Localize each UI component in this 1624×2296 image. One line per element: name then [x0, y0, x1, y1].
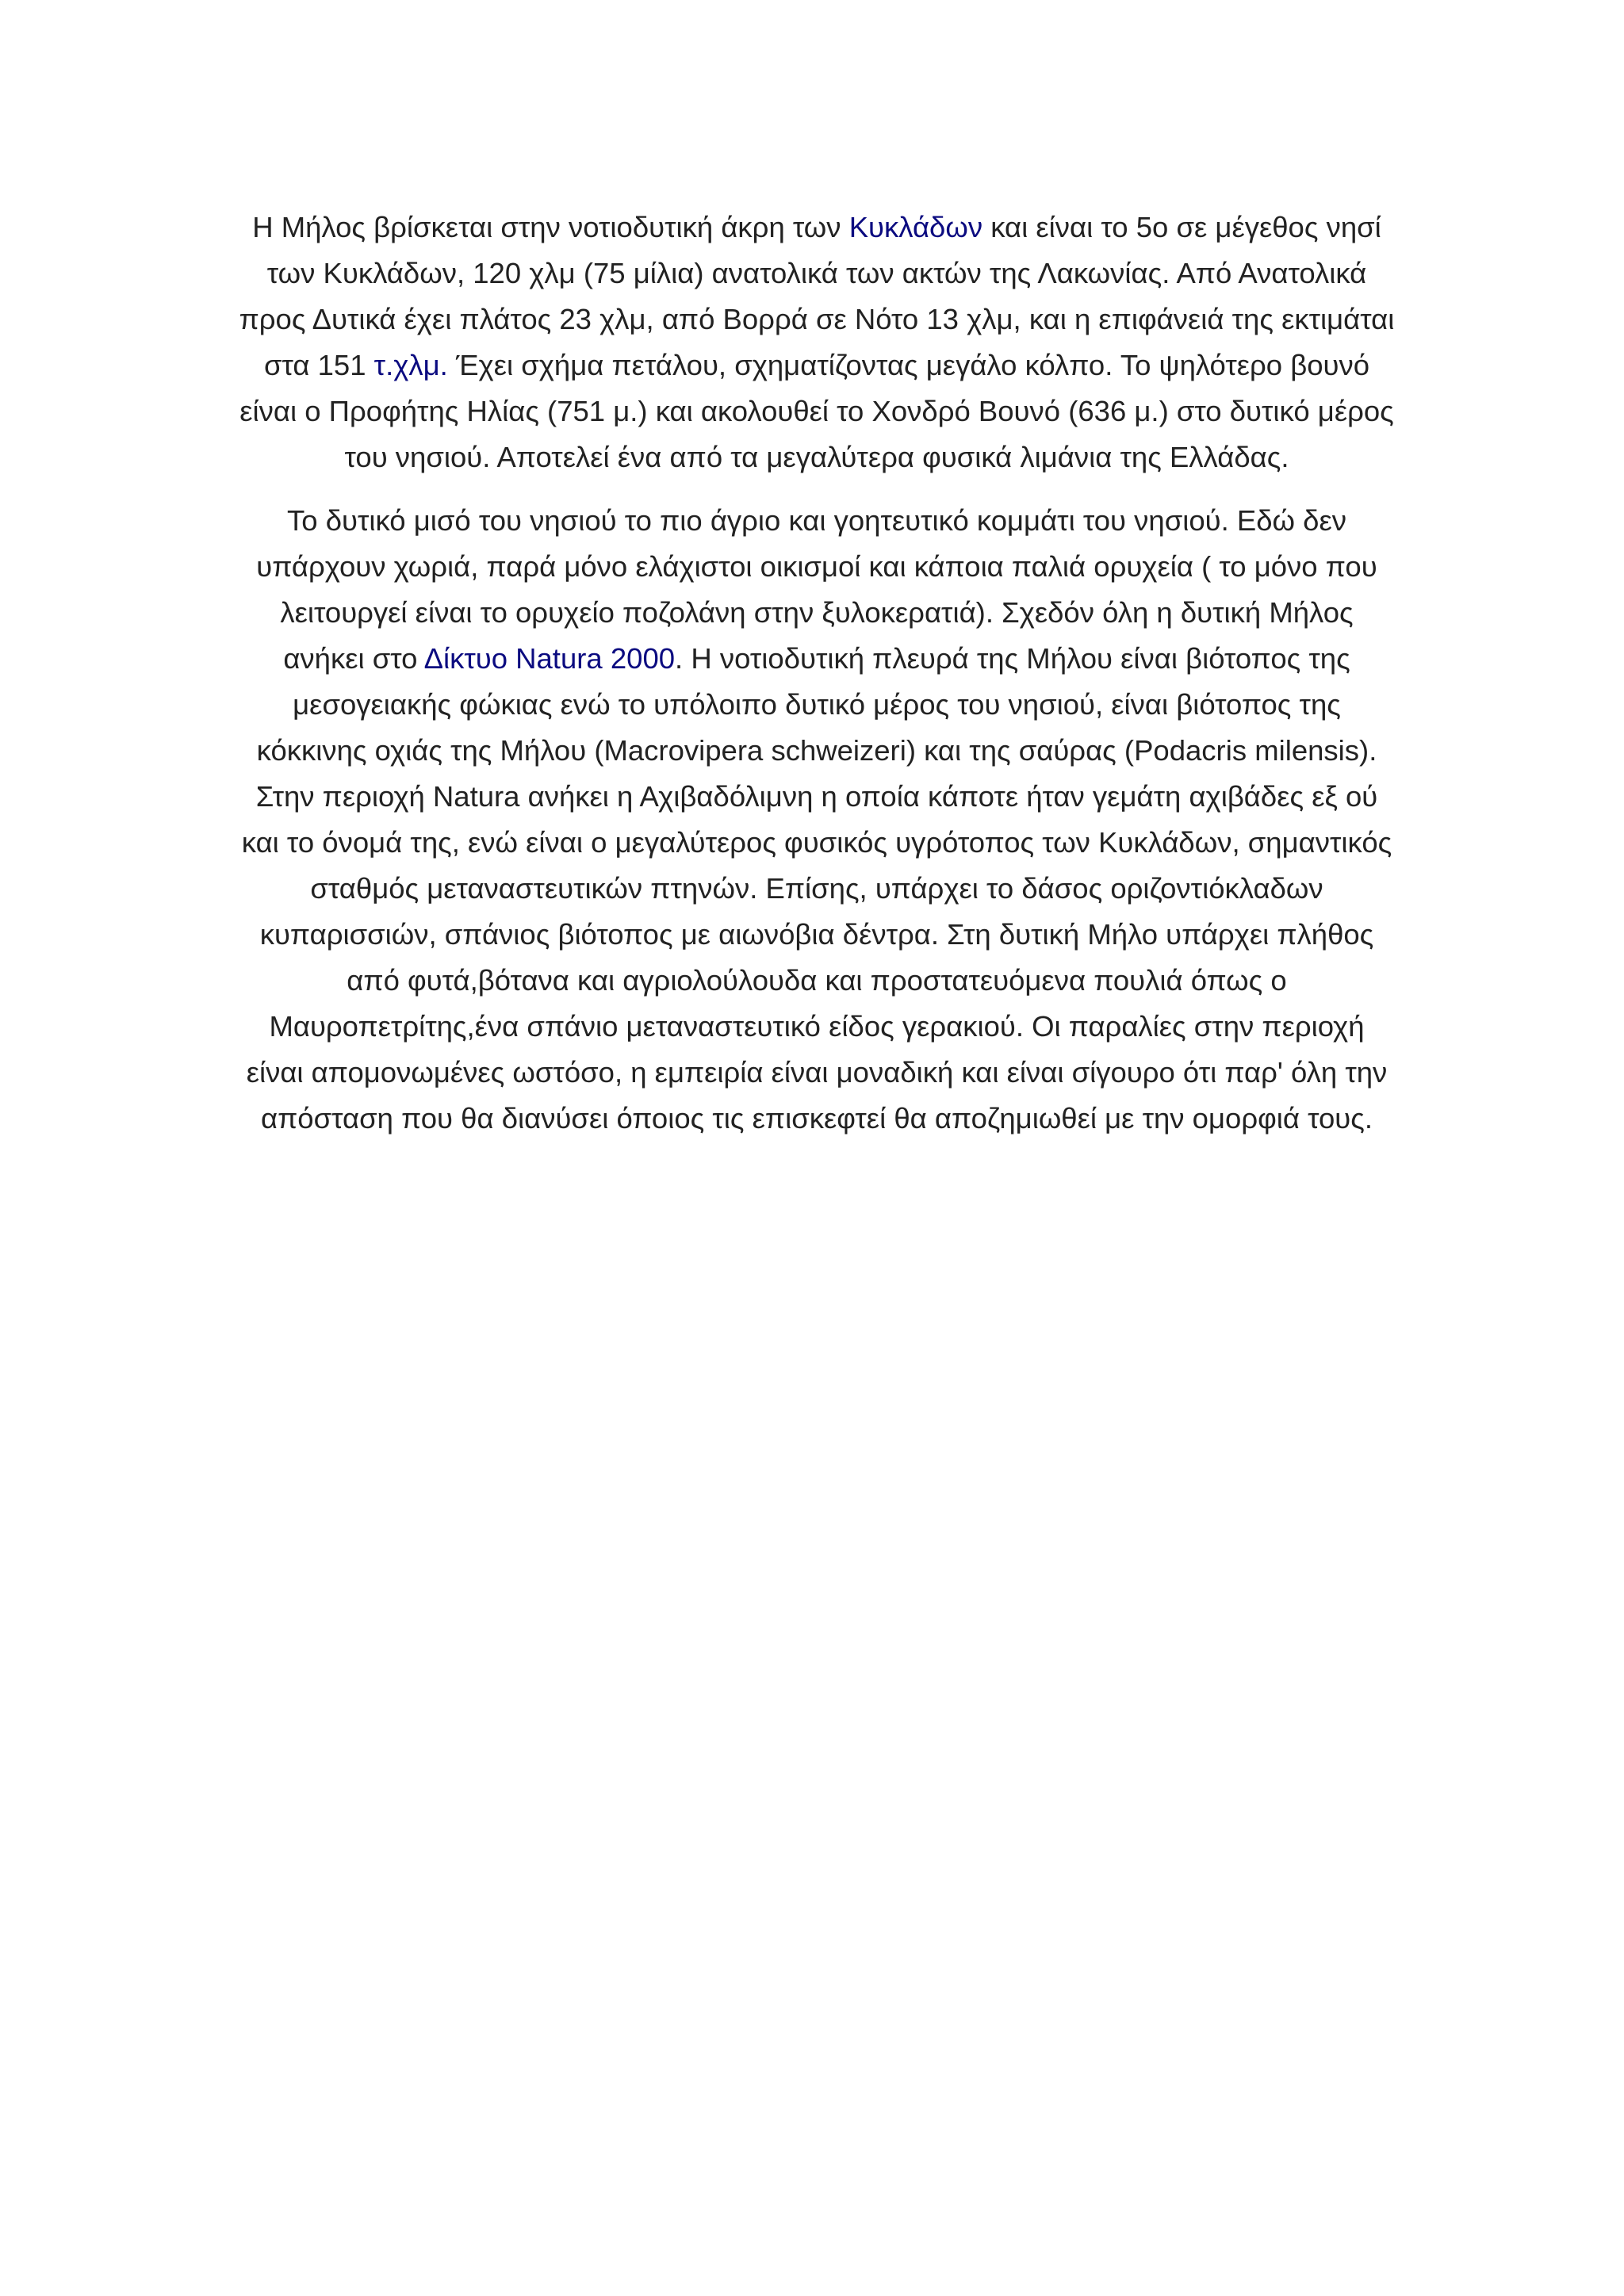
paragraph-text: Το δυτικό μισό του νησιού το πιο άγριο και γοητευτικό κομμάτι του νησιού. Εδώ δεν υπάρχουν χωριά, παρά μόνο ελάχιστοι οικισμοί και κάποια παλιά ορυχεία ( το μόνο που λειτουργεί είναι το ορυχείο ποζολάνη στην ξυλοκερατιά). Σχεδόν όλη η δυτική Μήλος ανήκει στο: [256, 504, 1377, 675]
article-body: [238, 205, 1396, 1159]
paragraph-west-milos: [238, 498, 1396, 1142]
link-cyclades[interactable]: Κυκλάδων: [848, 211, 983, 243]
paragraph-text: Η Μήλος βρίσκεται στην νοτιοδυτική άκρη των: [252, 211, 849, 243]
paragraph-text: . Η νοτιοδυτική πλευρά της Μήλου είναι βιότοπος της μεσογειακής φώκιας ενώ το υπόλοιπο δυτικό μέρος του νησιού, είναι βιότοπος της κόκκινης οχιάς της Μήλου (Macrovipera schweizeri) και της σαύρας (Podacris milensis). Στην περιοχή Natura ανήκει η Αχιβαδόλιμνη η οποία κάποτε ήταν γεμάτη αχιβάδες εξ ού και το όνομά της, ενώ είναι ο μεγαλύτερος φυσικός υγρότοπος των Κυκλάδων, σημαντικός σταθμός μεταναστευτικών πτηνών. Επίσης, υπάρχει το δάσος οριζοντιόκλαδων κυπαρισσιών, σπάνιος βιότοπος με αιωνόβια δέντρα. Στη δυτική Μήλο υπάρχει πλήθος από φυτά,βότανα και αγριολούλουδα και προστατευόμενα πουλιά όπως ο Μαυροπετρίτης,ένα σπάνιο μεταναστευτικό είδος γερακιού. Οι παραλίες στην περιοχή είναι απομονωμένες ωστόσο, η εμπειρία είναι μοναδική και είναι σίγουρο ότι παρ' όλη την απόσταση που θα διανύσει όποιος τις επισκεφτεί θα αποζημιωθεί με την ομορφιά τους.: [241, 642, 1392, 1135]
paragraph-text: και είναι το 5ο σε μέγεθος νησί των Κυκλάδων, 120 χλμ (75 μίλια) ανατολικά των ακτών της Λακωνίας. Από Ανατολικά προς Δυτικά έχει πλάτος 23 χλμ, από Βορρά σε Νότο 13 χλμ, και η επιφάνειά της εκτιμάται στα 151: [239, 211, 1395, 381]
link-square-km[interactable]: τ.χλμ.: [373, 349, 448, 381]
paragraph-text: Έχει σχήμα πετάλου, σχηματίζοντας μεγάλο κόλπο. Το ψηλότερο βουνό είναι ο Προφήτης Ηλίας (751 μ.) και ακολουθεί το Χονδρό Βουνό (636 μ.) στο δυτικό μέρος του νησιού. Αποτελεί ένα από τα μεγαλύτερα φυσικά λιμάνια της Ελλάδας.: [239, 349, 1394, 473]
paragraph-geography: [238, 205, 1396, 480]
link-natura-2000[interactable]: Δίκτυο Natura 2000: [423, 642, 676, 675]
